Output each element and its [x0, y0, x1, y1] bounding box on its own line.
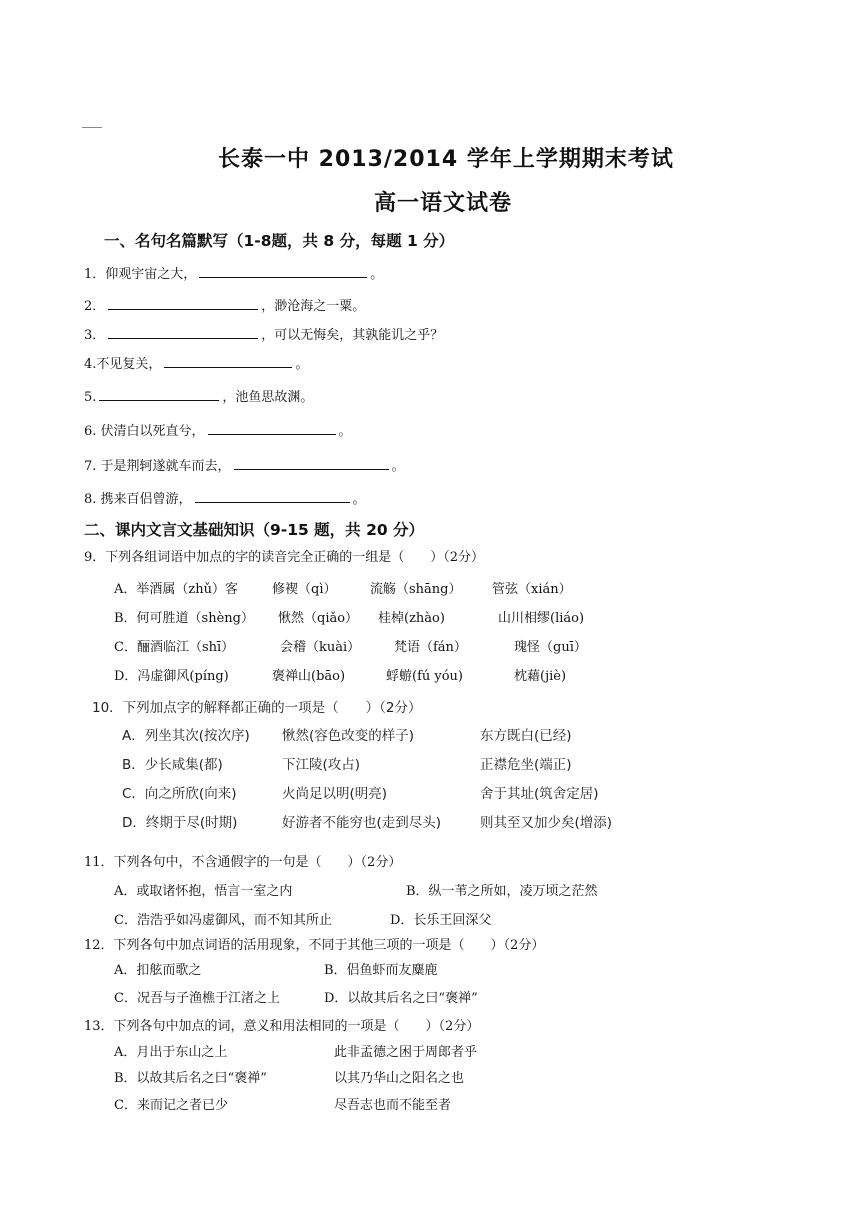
- q10-c-2: 火尚足以明(明亮): [282, 786, 388, 802]
- q1-text: 1．仰观宇宙之大，: [84, 267, 197, 282]
- q9-b-1: B．何可胜道（shèng）: [114, 611, 254, 626]
- q13-c-2: 尽吾志也而不能至者: [334, 1098, 452, 1113]
- q9-c-4: 瑰怪（guī）: [514, 640, 587, 655]
- q13-a-1: A．月出于东山之上: [114, 1045, 228, 1060]
- q11-b: B．纵一苇之所如，凌万顷之茫然: [406, 884, 598, 899]
- q6-end: 。: [338, 424, 352, 439]
- q3-text: 3．: [84, 328, 106, 343]
- q9-b-3: 桂棹(zhào): [378, 611, 445, 626]
- q10-b-3: 正襟危坐(端正): [480, 757, 572, 773]
- q6-text: 6. 伏清白以死直兮，: [84, 424, 205, 439]
- q9-a-3: 流觞（shāng）: [370, 582, 462, 597]
- q9-a-1: A．举酒属（zhǔ）客: [114, 582, 238, 597]
- q1: [84, 263, 383, 282]
- q12-d: D．以故其后名之曰“褒禅”: [324, 991, 478, 1006]
- q9-c-2: 会稽（kuài）: [280, 640, 361, 655]
- q13-a-2: 此非孟德之困于周郎者乎: [334, 1045, 478, 1060]
- q11-a: A．或取诸怀抱，悟言一室之内: [114, 884, 293, 899]
- q10-c-3: 舍于其址(筑舍定居): [480, 786, 599, 802]
- q10-a-3: 东方既白(已经): [480, 728, 572, 744]
- q2-answer-blank: [108, 297, 258, 310]
- exam-title: 长泰一中 2013/2014 学年上学期期末考试: [218, 147, 674, 172]
- exam-subtitle: 高一语文试卷: [374, 191, 513, 216]
- q13-c-1: C．来而记之者已少: [114, 1098, 228, 1113]
- q11-d: D．长乐王回深父: [390, 913, 492, 928]
- q10-a-1: A．列坐其次(按次序): [122, 728, 250, 744]
- q10-b-1: B．少长咸集(都): [122, 757, 223, 773]
- q9-d-2: 褒禅山(bāo): [272, 669, 346, 684]
- q2-end: ，渺沧海之一粟。: [261, 299, 366, 314]
- q10-d-1: D．终期于尽(时期): [122, 815, 238, 831]
- q7: [84, 455, 405, 474]
- corner-mark: [82, 127, 102, 128]
- q10-d-3: 则其至又加少矣(增添): [480, 815, 613, 831]
- q9-d-1: D．冯虚御风(píng): [114, 669, 229, 684]
- q4-end: 。: [295, 357, 309, 372]
- q5: [84, 386, 313, 405]
- q4-answer-blank: [164, 355, 292, 368]
- q7-end: 。: [391, 459, 405, 474]
- q9-stem: 9．下列各组词语中加点的字的读音完全正确的一组是（ ）（2分）: [84, 550, 485, 565]
- q6: [84, 420, 352, 439]
- q9-a-4: 管弦（xián）: [492, 582, 572, 597]
- q2: [84, 295, 365, 314]
- q5-end: ，池鱼思故渊。: [222, 390, 314, 405]
- q3-end: ，可以无悔矣，其孰能讥之乎？: [261, 328, 444, 343]
- q6-answer-blank: [208, 422, 336, 435]
- q7-text: 7. 于是荆轲遂就车而去，: [84, 459, 231, 474]
- q8-end: 。: [352, 492, 366, 507]
- q9-c-1: C．酾酒临江（shī）: [114, 640, 235, 655]
- q1-end: 。: [370, 267, 384, 282]
- q10-a-2: 愀然(容色改变的样子): [282, 728, 415, 744]
- q1-answer-blank: [199, 265, 367, 278]
- q10-d-2: 好游者不能穷也(走到尽头): [282, 815, 442, 831]
- q9-c-3: 梵语（fán）: [394, 640, 467, 655]
- q8-answer-blank: [195, 490, 350, 503]
- q5-text: 5.: [84, 390, 97, 405]
- q10-stem: 10．下列加点字的解释都正确的一项是（ ）（2分）: [92, 700, 422, 716]
- q12-a: A．扣舷而歌之: [114, 963, 202, 978]
- q9-b-2: 愀然（qiǎo）: [278, 611, 359, 626]
- q3: [84, 324, 443, 343]
- q9-b-4: 山川相缪(liáo): [498, 611, 585, 626]
- q10-c-1: C．向之所欣(向来): [122, 786, 237, 802]
- q13-b-1: B．以故其后名之曰“褒禅”: [114, 1071, 267, 1086]
- q8: [84, 488, 366, 507]
- q10-b-2: 下江陵(攻占): [282, 757, 361, 773]
- q9-a-2: 修褉（qì）: [272, 582, 337, 597]
- q13-b-2: 以其乃华山之阳名之也: [334, 1071, 465, 1086]
- q8-text: 8. 携来百侣曾游，: [84, 492, 192, 507]
- section2-heading: 二、课内文言文基础知识（9-15 题，共 20 分）: [84, 521, 425, 539]
- q3-answer-blank: [108, 326, 258, 339]
- q11-stem: 11．下列各句中，不含通假字的一句是（ ）（2分）: [84, 855, 402, 870]
- q9-d-3: 蜉蝣(fú yóu): [386, 669, 464, 684]
- q9-d-4: 枕藉(jiè): [514, 669, 567, 684]
- q2-text: 2．: [84, 299, 106, 314]
- section1-heading: 一、名句名篇默写（1-8题，共 8 分，每题 1 分）: [104, 232, 455, 250]
- q12-stem: 12．下列各句中加点词语的活用现象，不同于其他三项的一项是（ ）（2分）: [84, 938, 545, 953]
- q5-answer-blank: [99, 388, 219, 401]
- q12-c: C．况吾与子渔樵于江渚之上: [114, 991, 280, 1006]
- q12-b: B．侣鱼虾而友麋鹿: [324, 963, 438, 978]
- q7-answer-blank: [234, 457, 389, 470]
- q11-c: C．浩浩乎如冯虚御风，而不知其所止: [114, 913, 332, 928]
- q4-text: 4.不见复关，: [84, 357, 162, 372]
- q4: [84, 353, 308, 372]
- q13-stem: 13．下列各句中加点的词，意义和用法相同的一项是（ ）（2分）: [84, 1019, 480, 1034]
